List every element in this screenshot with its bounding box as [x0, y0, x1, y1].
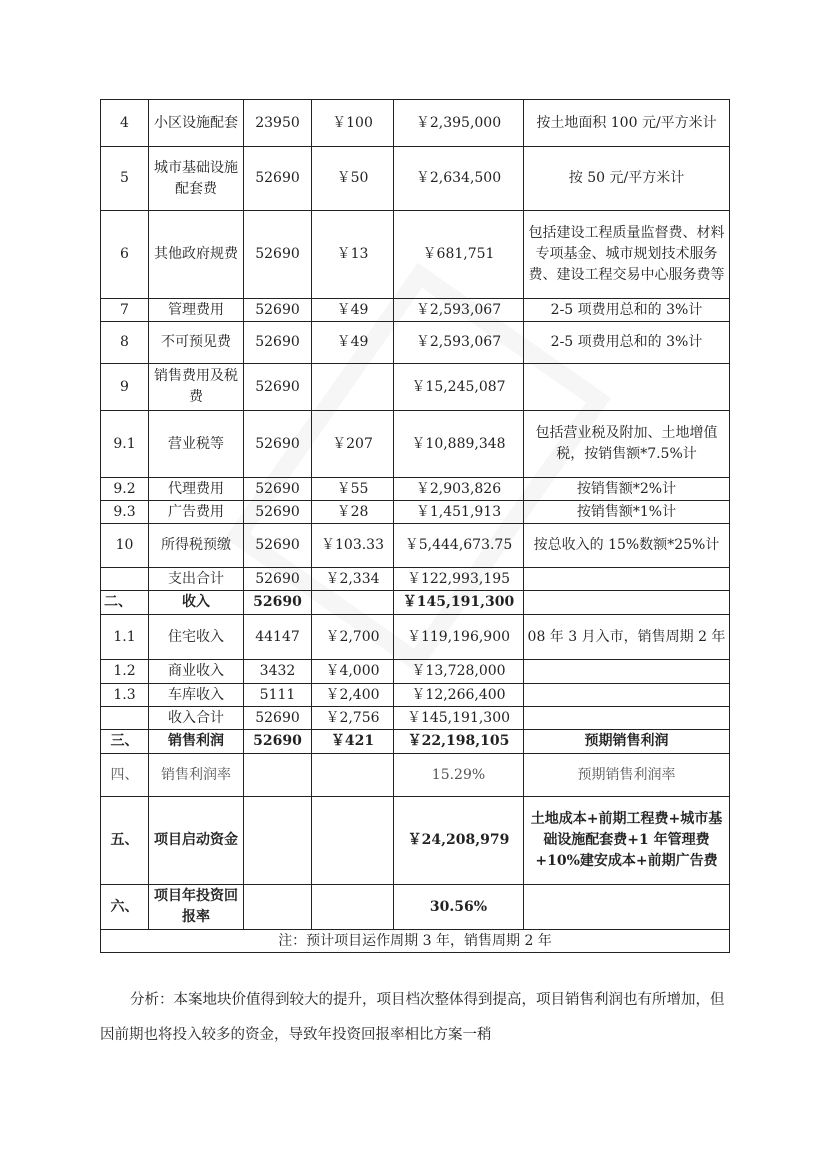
cell-unit: ￥2,756 [312, 707, 394, 730]
cell-no: 五、 [101, 797, 149, 885]
cell-no: 7 [101, 299, 149, 322]
cell-unit: ￥103.33 [312, 524, 394, 568]
cell-no: 1.1 [101, 615, 149, 660]
table-row [101, 754, 730, 797]
cell-no: 1.3 [101, 684, 149, 707]
table-footnote: 注：预计项目运作周期 3 年，销售周期 2 年 [101, 930, 730, 953]
cell-unit: ￥28 [312, 501, 394, 524]
cell-item: 住宅收入 [149, 615, 244, 660]
cell-total: ￥24,208,979 [394, 797, 524, 885]
cell-total: ￥2,593,067 [394, 299, 524, 322]
cell-note: 按销售额*1%计 [524, 501, 730, 524]
cell-unit: ￥2,334 [312, 568, 394, 591]
cell-unit [312, 591, 394, 615]
cell-item: 不可预见费 [149, 322, 244, 364]
cell-no: 9.3 [101, 501, 149, 524]
cell-note: 预期销售利润 [524, 730, 730, 754]
cell-item: 管理费用 [149, 299, 244, 322]
table-row [101, 322, 730, 364]
cost-revenue-table [100, 99, 730, 953]
cell-item: 项目启动资金 [149, 797, 244, 885]
cell-area: 52690 [244, 211, 312, 299]
cell-note: 08 年 3 月入市，销售周期 2 年 [524, 615, 730, 660]
table-row [101, 797, 730, 885]
table-row [101, 100, 730, 147]
cell-note [524, 591, 730, 615]
table-row [101, 299, 730, 322]
cell-area: 52690 [244, 591, 312, 615]
cell-item: 车库收入 [149, 684, 244, 707]
cell-total: ￥2,634,500 [394, 147, 524, 211]
cell-no: 4 [101, 100, 149, 147]
cell-note: 2-5 项费用总和的 3%计 [524, 322, 730, 364]
cell-no [101, 707, 149, 730]
cell-item: 销售利润 [149, 730, 244, 754]
cell-total: ￥5,444,673.75 [394, 524, 524, 568]
cell-total: ￥12,266,400 [394, 684, 524, 707]
cell-no: 9 [101, 364, 149, 411]
cell-area: 52690 [244, 411, 312, 478]
cell-unit: ￥49 [312, 322, 394, 364]
cell-total: ￥13,728,000 [394, 660, 524, 684]
cell-unit: ￥100 [312, 100, 394, 147]
cell-total: ￥145,191,300 [394, 707, 524, 730]
cell-area: 52690 [244, 364, 312, 411]
cell-area: 5111 [244, 684, 312, 707]
cell-total: ￥681,751 [394, 211, 524, 299]
table-row [101, 501, 730, 524]
cell-area: 52690 [244, 524, 312, 568]
cell-item: 销售费用及税费 [149, 364, 244, 411]
cell-item: 所得税预缴 [149, 524, 244, 568]
cell-note [524, 707, 730, 730]
cell-note: 土地成本+前期工程费+城市基础设施配套费+1 年管理费+10%建安成本+前期广告费 [524, 797, 730, 885]
cell-unit: ￥13 [312, 211, 394, 299]
cell-no: 10 [101, 524, 149, 568]
cell-area: 44147 [244, 615, 312, 660]
cell-item: 城市基础设施配套费 [149, 147, 244, 211]
cell-note: 2-5 项费用总和的 3%计 [524, 299, 730, 322]
cell-item: 其他政府规费 [149, 211, 244, 299]
cell-total: ￥22,198,105 [394, 730, 524, 754]
cell-area: 3432 [244, 660, 312, 684]
table-row [101, 364, 730, 411]
cell-total: ￥1,451,913 [394, 501, 524, 524]
table-row [101, 591, 730, 615]
analysis-paragraph: 分析：本案地块价值得到较大的提升，项目档次整体得到提高，项目销售利润也有所增加，但因前期也将投入较多的资金，导致年投资回报率相比方案一稍 [100, 992, 725, 1043]
cell-item: 项目年投资回报率 [149, 885, 244, 930]
table-row [101, 730, 730, 754]
table-row [101, 147, 730, 211]
cell-total: 30.56% [394, 885, 524, 930]
table-row [101, 660, 730, 684]
cell-no: 5 [101, 147, 149, 211]
cell-total: ￥119,196,900 [394, 615, 524, 660]
cell-area: 52690 [244, 707, 312, 730]
table-row [101, 615, 730, 660]
cell-no: 9.1 [101, 411, 149, 478]
cell-unit [312, 754, 394, 797]
cell-item: 小区设施配套 [149, 100, 244, 147]
table-row [101, 411, 730, 478]
cell-unit [312, 364, 394, 411]
cell-note: 按总收入的 15%数额*25%计 [524, 524, 730, 568]
cell-total: ￥2,593,067 [394, 322, 524, 364]
cell-no: 8 [101, 322, 149, 364]
cell-area: 52690 [244, 501, 312, 524]
cell-item: 收入合计 [149, 707, 244, 730]
cell-area: 23950 [244, 100, 312, 147]
cell-note: 包括建设工程质量监督费、材料专项基金、城市规划技术服务费、建设工程交易中心服务费等 [524, 211, 730, 299]
table-row [101, 211, 730, 299]
cell-area: 52690 [244, 322, 312, 364]
cell-unit: ￥55 [312, 478, 394, 501]
cell-note [524, 684, 730, 707]
cell-area: 52690 [244, 147, 312, 211]
table-row [101, 684, 730, 707]
cell-no: 9.2 [101, 478, 149, 501]
cell-total: ￥15,245,087 [394, 364, 524, 411]
cell-unit: ￥207 [312, 411, 394, 478]
cell-note [524, 660, 730, 684]
cell-note [524, 568, 730, 591]
cell-no: 四、 [101, 754, 149, 797]
cell-area [244, 885, 312, 930]
cell-item: 销售利润率 [149, 754, 244, 797]
cell-area: 52690 [244, 299, 312, 322]
cell-unit: ￥2,400 [312, 684, 394, 707]
cell-item: 广告费用 [149, 501, 244, 524]
cell-area [244, 754, 312, 797]
cell-item: 代理费用 [149, 478, 244, 501]
cell-unit: ￥421 [312, 730, 394, 754]
cell-note: 按销售额*2%计 [524, 478, 730, 501]
cell-note: 按土地面积 100 元/平方米计 [524, 100, 730, 147]
cell-no [101, 568, 149, 591]
cell-unit: ￥2,700 [312, 615, 394, 660]
table-row [101, 478, 730, 501]
cell-item: 营业税等 [149, 411, 244, 478]
table-row [101, 885, 730, 930]
cell-unit: ￥50 [312, 147, 394, 211]
cell-note: 预期销售利润率 [524, 754, 730, 797]
cell-no: 1.2 [101, 660, 149, 684]
cell-area: 52690 [244, 478, 312, 501]
cell-unit: ￥4,000 [312, 660, 394, 684]
cell-total: ￥10,889,348 [394, 411, 524, 478]
cell-total: 15.29% [394, 754, 524, 797]
cell-item: 收入 [149, 591, 244, 615]
cell-item: 支出合计 [149, 568, 244, 591]
cell-area: 52690 [244, 568, 312, 591]
cell-unit [312, 797, 394, 885]
cell-unit [312, 885, 394, 930]
cell-note: 包括营业税及附加、土地增值税，按销售额*7.5%计 [524, 411, 730, 478]
cell-area: 52690 [244, 730, 312, 754]
cell-total: ￥2,903,826 [394, 478, 524, 501]
cell-note [524, 364, 730, 411]
cell-no: 六、 [101, 885, 149, 930]
table-row [101, 568, 730, 591]
cell-item: 商业收入 [149, 660, 244, 684]
table-row [101, 707, 730, 730]
cell-note [524, 885, 730, 930]
cell-area [244, 797, 312, 885]
table-row [101, 524, 730, 568]
cell-no: 二、 [101, 591, 149, 615]
cell-no: 6 [101, 211, 149, 299]
cell-total: ￥2,395,000 [394, 100, 524, 147]
cell-no: 三、 [101, 730, 149, 754]
cell-total: ￥122,993,195 [394, 568, 524, 591]
cell-total: ￥145,191,300 [394, 591, 524, 615]
cell-note: 按 50 元/平方米计 [524, 147, 730, 211]
cell-unit: ￥49 [312, 299, 394, 322]
